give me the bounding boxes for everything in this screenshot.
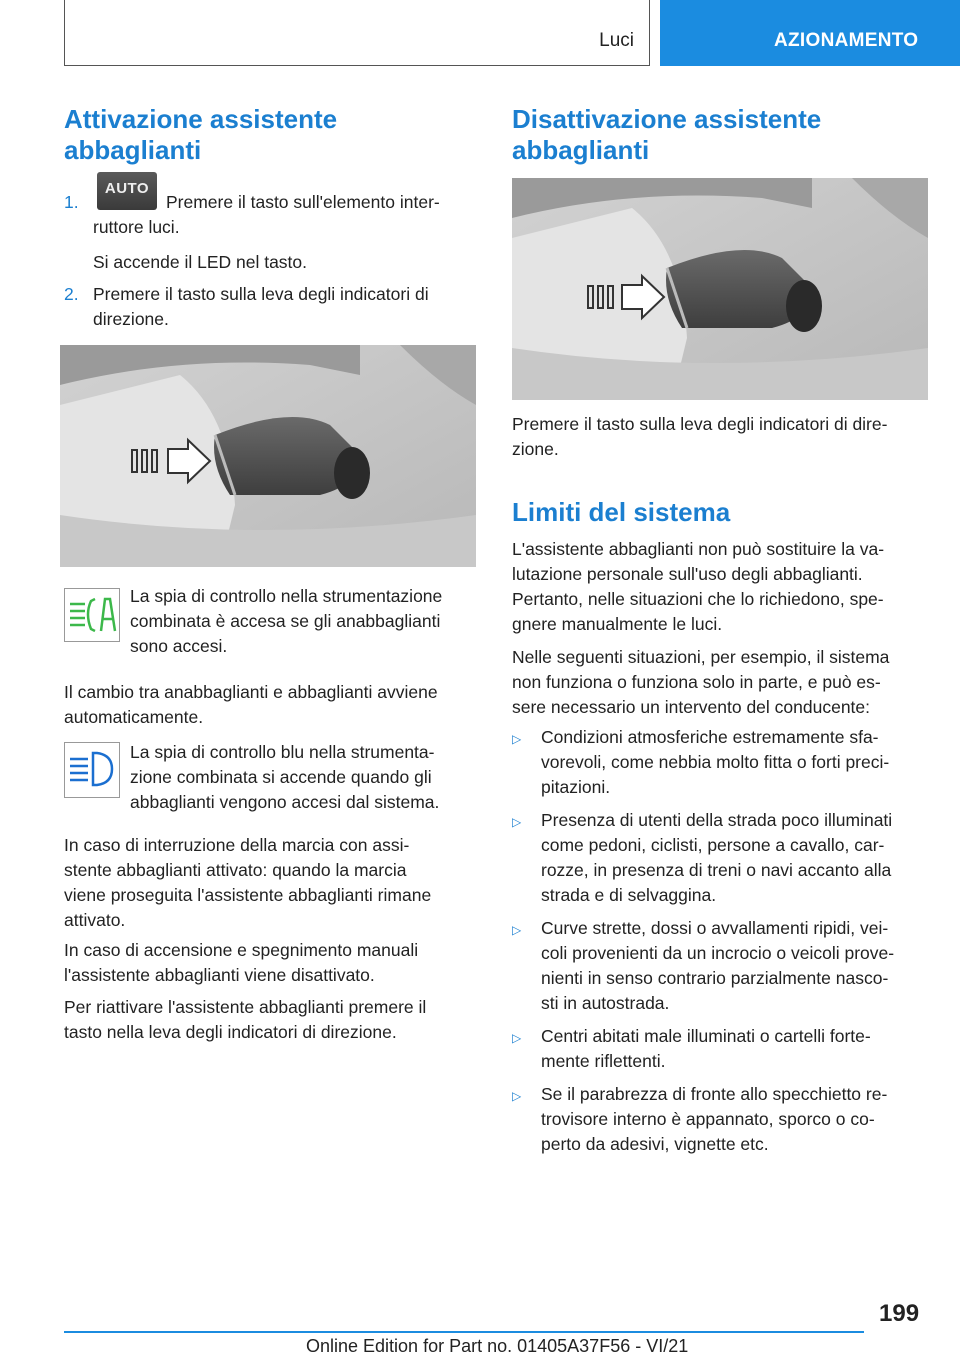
bullet-5-line1: Se il parabrezza di fronte allo specchietto re- — [541, 1084, 888, 1104]
step-1-note: Si accende il LED nel tasto. — [93, 252, 308, 272]
header-chapter-tab — [660, 0, 960, 66]
bullet-3-line4: sti in autostrada. — [541, 993, 670, 1013]
limits-paragraph-2-line3: sere necessario un intervento del conducente: — [512, 697, 871, 717]
high-beam-indicator-icon — [64, 742, 120, 798]
footer-edition: Online Edition for Part no. 01405A37F56 - VI/21 — [306, 1336, 689, 1356]
high-beam-assist-indicator-icon — [64, 588, 120, 642]
bullet-5-line3: perto da adesivi, vignette etc. — [541, 1134, 769, 1154]
step-2-number: 2. — [64, 284, 79, 304]
bullet-2-line3: rozze, in presenza di treni o navi accanto alla — [541, 860, 892, 880]
heading-system-limits: Limiti del sistema — [512, 497, 731, 527]
footer-divider — [64, 1331, 864, 1333]
bullet-1-line1: Condizioni atmosferiche estremamente sfa- — [541, 727, 879, 747]
page-number: 199 — [879, 1300, 920, 1327]
header-chapter-label: AZIONAMENTO — [774, 30, 919, 51]
heading-activation-line2: abbaglianti — [64, 135, 202, 165]
paragraph-2-line3: viene proseguita l'assistente abbaglianti rimane — [64, 885, 432, 905]
bullet-3-line3: nienti in senso contrario parzialmente nasco- — [541, 968, 889, 988]
limits-paragraph-1-line2: lutazione personale sull'uso degli abbaglianti. — [512, 564, 863, 584]
header-frame — [64, 0, 650, 66]
paragraph-2-line4: attivato. — [64, 910, 126, 930]
heading-activation-line1: Attivazione assistente — [64, 104, 338, 134]
limits-paragraph-2-line1: Nelle seguenti situazioni, per esempio, il sistema — [512, 647, 890, 667]
indicator-2-text-line3: abbaglianti vengono accesi dal sistema. — [130, 792, 440, 812]
bullet-3-line2: coli provenienti da un incrocio o veicoli prove- — [541, 943, 895, 963]
turn-signal-lever-photo — [60, 345, 476, 567]
indicator-1-text-line3: sono accesi. — [130, 636, 228, 656]
heading-deactivation-line1: Disattivazione assistente — [512, 104, 822, 134]
bullet-4-line1: Centri abitati male illuminati o cartelli forte- — [541, 1026, 871, 1046]
photo-caption-line2: zione. — [512, 439, 559, 459]
bullet-3-line1: Curve strette, dossi o avvallamenti ripidi, vei- — [541, 918, 889, 938]
step-1-text-line2: ruttore luci. — [93, 217, 180, 237]
bullet-4-line2: mente riflettenti. — [541, 1051, 666, 1071]
paragraph-1-line1: Il cambio tra anabbaglianti e abbaglianti avviene — [64, 682, 438, 702]
list-bullet-icon: ▷ — [512, 1031, 522, 1045]
bullet-2-line4: strada e di selvaggina. — [541, 885, 717, 905]
paragraph-2-line2: stente abbaglianti attivato: quando la marcia — [64, 860, 407, 880]
paragraph-1-line2: automaticamente. — [64, 707, 204, 727]
heading-deactivation-line2: abbaglianti — [512, 135, 650, 165]
list-bullet-icon: ▷ — [512, 1089, 522, 1103]
indicator-2-text-line2: zione combinata si accende quando gli — [130, 767, 432, 787]
paragraph-4-line1: Per riattivare l'assistente abbaglianti premere il — [64, 997, 427, 1017]
step-1-number: 1. — [64, 192, 79, 212]
list-bullet-icon: ▷ — [512, 732, 522, 746]
auto-button-icon — [97, 172, 157, 210]
paragraph-3-line1: In caso di accensione e spegnimento manuali — [64, 940, 419, 960]
limits-paragraph-1-line1: L'assistente abbaglianti non può sostituire la va- — [512, 539, 885, 559]
limits-paragraph-1-line3: Pertanto, nelle situazioni che lo richiedono, spe- — [512, 589, 884, 609]
step-2-text-line1: Premere il tasto sulla leva degli indicatori di — [93, 284, 429, 304]
step-2-text-line2: direzione. — [93, 309, 169, 329]
list-bullet-icon: ▷ — [512, 923, 522, 937]
bullet-1-line3: pitazioni. — [541, 777, 611, 797]
paragraph-4-line2: tasto nella leva degli indicatori di direzione. — [64, 1022, 397, 1042]
auto-button-label: AUTO — [104, 180, 150, 197]
bullet-2-line2: come pedoni, ciclisti, persone a cavallo, car- — [541, 835, 885, 855]
bullet-1-line2: vorevoli, come nebbia molto fitta o forti preci- — [541, 752, 890, 772]
turn-signal-lever-photo-2 — [512, 178, 928, 400]
list-bullet-icon: ▷ — [512, 815, 522, 829]
indicator-2-text-line1: La spia di controllo blu nella strumenta- — [130, 742, 435, 762]
bullet-5-line2: trovisore interno è appannato, sporco o co- — [541, 1109, 875, 1129]
bullet-2-line1: Presenza di utenti della strada poco illuminati — [541, 810, 893, 830]
indicator-1-text-line2: combinata è accesa se gli anabbaglianti — [130, 611, 441, 631]
paragraph-3-line2: l'assistente abbaglianti viene disattivato. — [64, 965, 375, 985]
header-section-label: Luci — [599, 30, 634, 51]
indicator-1-text-line1: La spia di controllo nella strumentazione — [130, 586, 443, 606]
photo-caption-line1: Premere il tasto sulla leva degli indicatori di dire- — [512, 414, 888, 434]
limits-paragraph-2-line2: non funziona o funziona solo in parte, e può es- — [512, 672, 881, 692]
step-1-text-line1: Premere il tasto sull'elemento inter- — [166, 192, 440, 212]
paragraph-2-line1: In caso di interruzione della marcia con assi- — [64, 835, 410, 855]
limits-paragraph-1-line4: gnere manualmente le luci. — [512, 614, 723, 634]
